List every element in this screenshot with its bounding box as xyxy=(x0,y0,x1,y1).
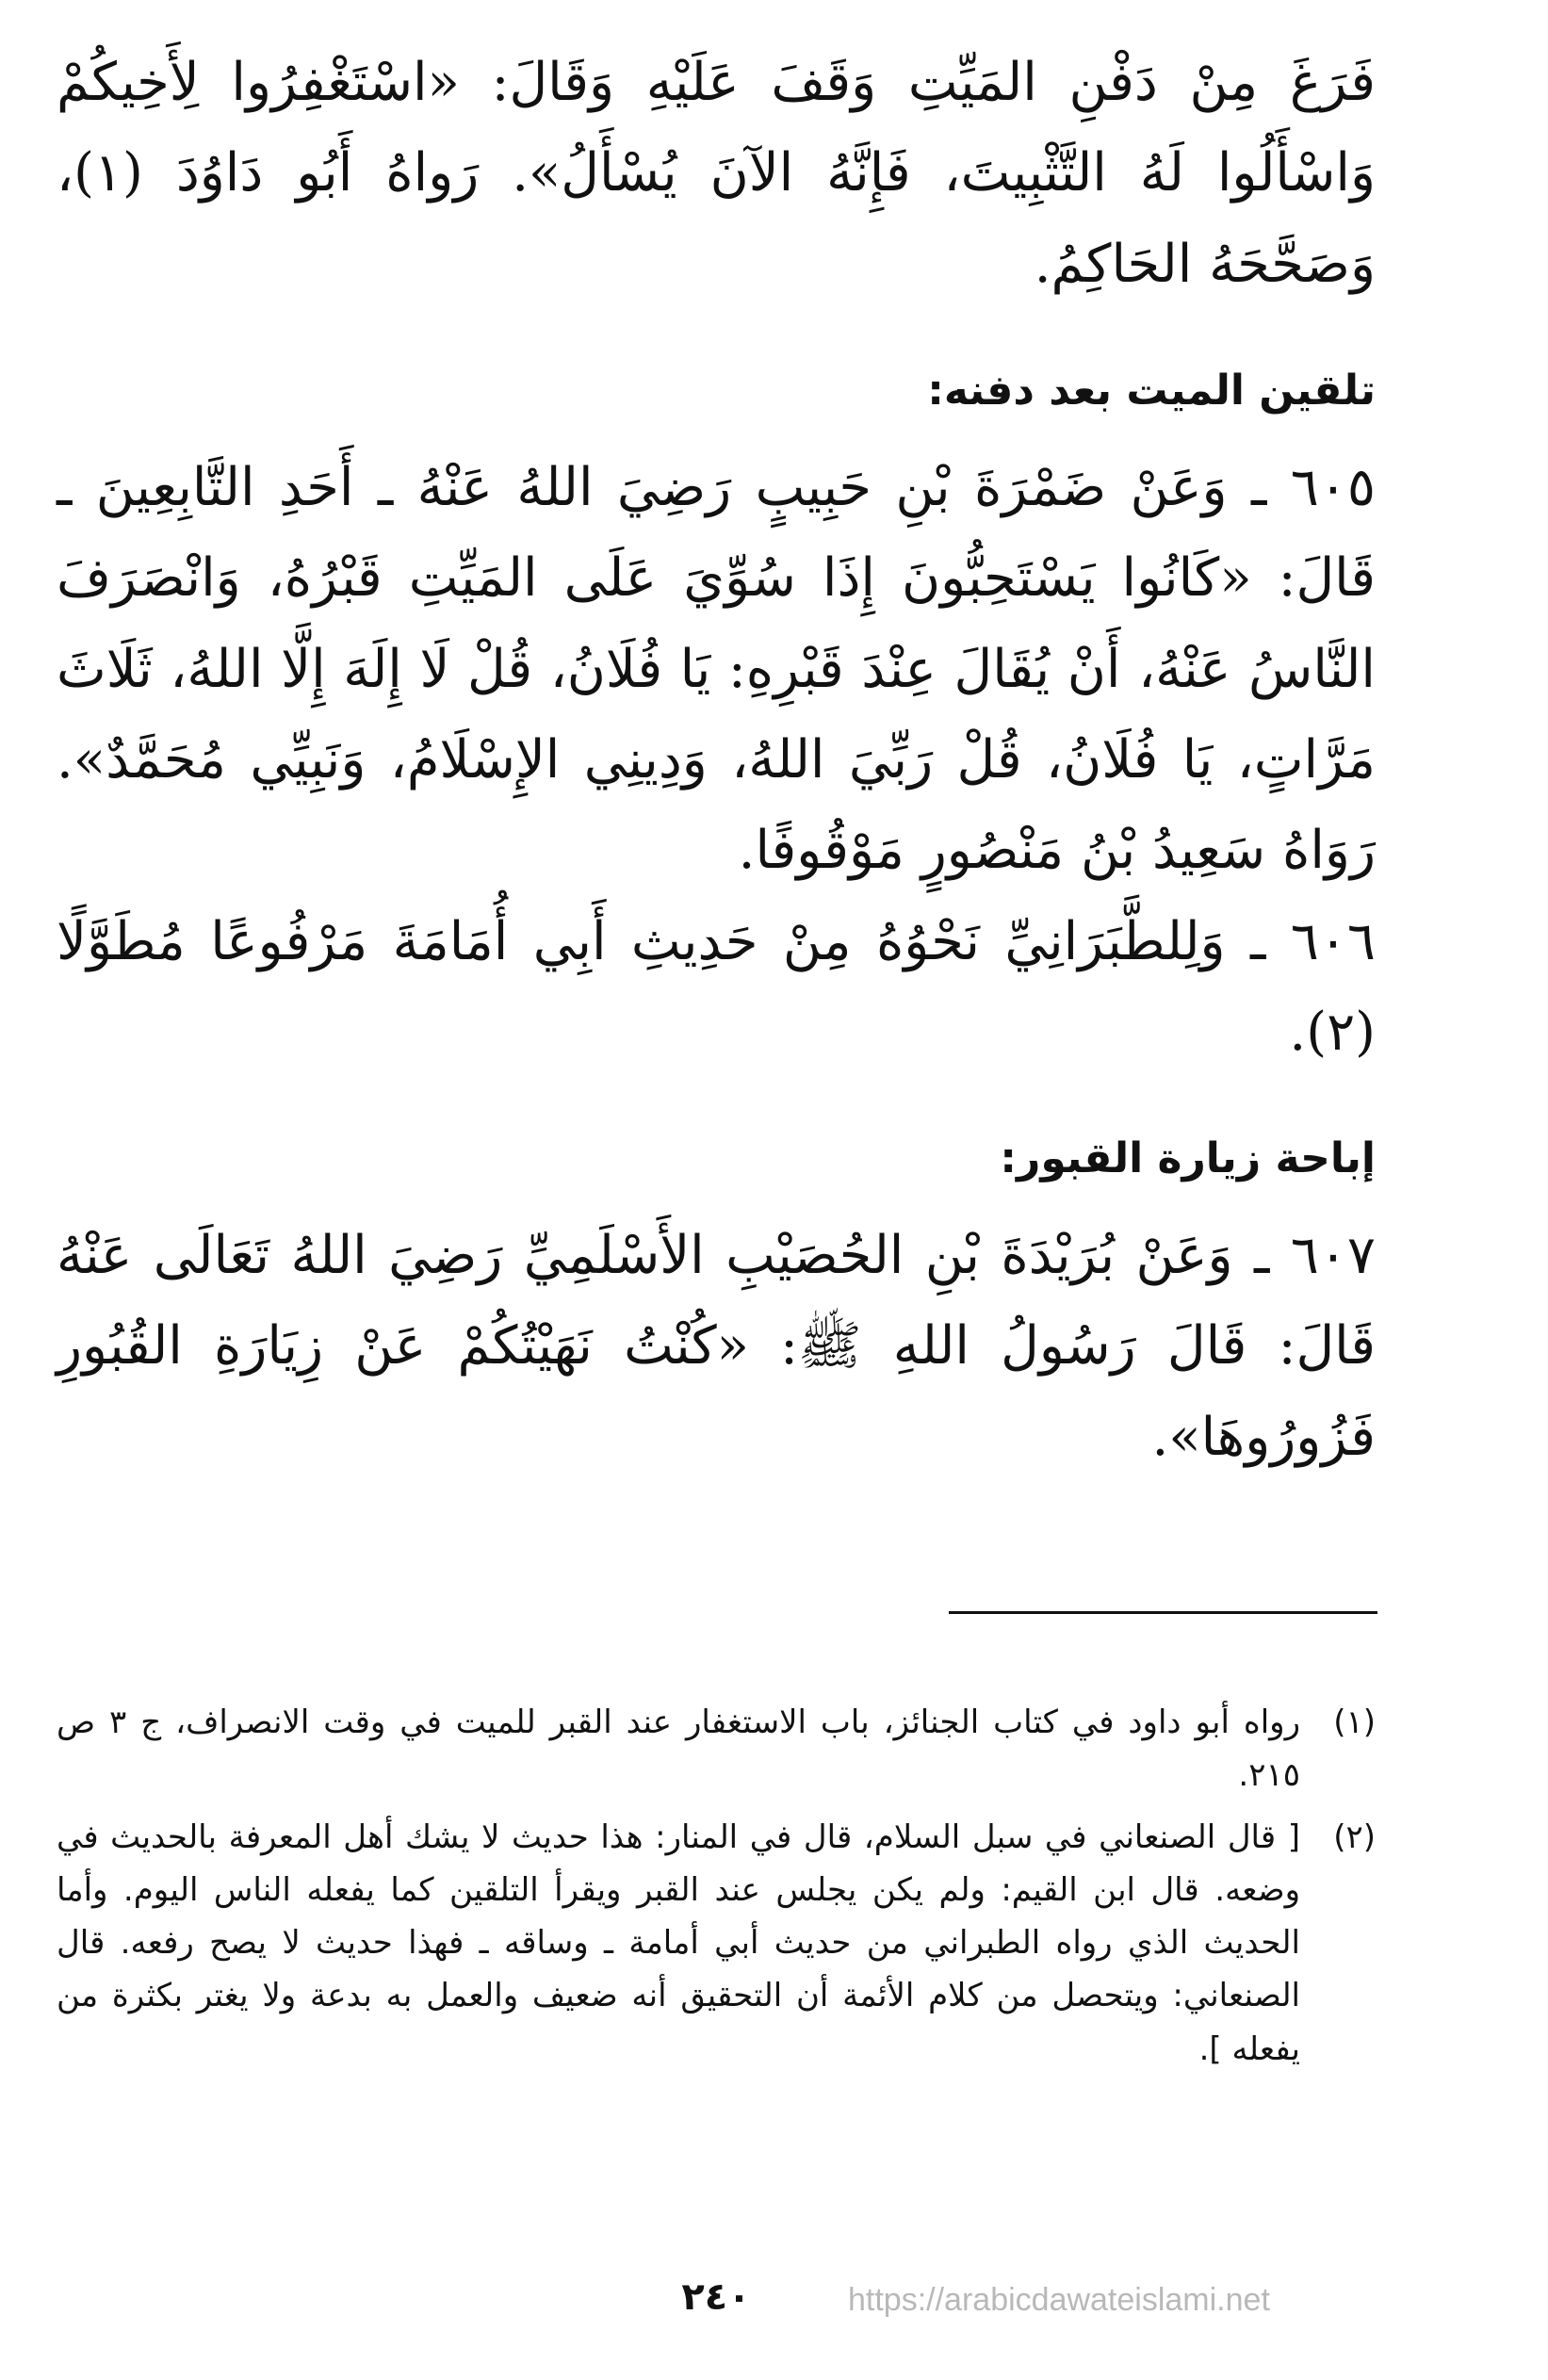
page-number: ٢٤٠ xyxy=(681,2275,751,2319)
paragraph-hadith-607: ٦٠٧ ـ وَعَنْ بُرَيْدَةَ بْنِ الحُصَيْبِ الأَسْلَمِيِّ رَضِيَ اللهُ تَعَالَى عَنْهُ قَالَ: قَالَ رَسُولُ اللهِ ﷺ: «كُنْتُ نَهَيْتُكُمْ عَنْ زِيَارَةِ القُبُورِ فَزُورُوهَا». xyxy=(57,1225,1376,1468)
paragraph-hadith-605: ٦٠٥ ـ وَعَنْ ضَمْرَةَ بْنِ حَبِيبٍ رَضِيَ اللهُ عَنْهُ ـ أَحَدِ التَّابِعِينَ ـ قَالَ: «كَانُوا يَسْتَحِبُّونَ إِذَا سُوِّيَ عَلَى المَيِّتِ قَبْرُهُ، وَانْصَرَفَ النَّاسُ عَنْهُ، أَنْ يُقَالَ عِنْدَ قَبْرِهِ: يَا فُلَانُ، قُلْ لَا إِلَهَ إِلَّا اللهُ، ثَلَاثَ مَرَّاتٍ، يَا فُلَانُ، قُلْ رَبِّيَ اللهُ، وَدِينِي الإِسْلَامُ، وَنَبِيِّي مُحَمَّدٌ». رَوَاهُ سَعِيدُ بْنُ مَنْصُورٍ مَوْقُوفًا. xyxy=(57,456,1376,882)
footnote-number: (١) xyxy=(1333,1703,1376,1741)
footnote-divider xyxy=(949,1611,1377,1614)
footnote-2 xyxy=(57,1811,1376,2075)
section-heading-talqin: تلقين الميت بعد دفنه: xyxy=(927,366,1376,415)
paragraph-hadith-606: ٦٠٦ ـ وَلِلطَّبَرَانِيِّ نَحْوُهُ مِنْ حَدِيثِ أَبِي أُمَامَةَ مَرْفُوعًا مُطَوَّلًا (٢). xyxy=(57,910,1376,1063)
watermark-url: https://arabicdawateislami.net xyxy=(848,2282,1270,2318)
paragraph-hadith-continuation: فَرَغَ مِنْ دَفْنِ المَيِّتِ وَقَفَ عَلَيْهِ وَقَالَ: «اسْتَغْفِرُوا لِأَخِيكُمْ وَاسْأَلُوا لَهُ التَّثْبِيتَ، فَإِنَّهُ الآنَ يُسْأَلُ». رَواهُ أَبُو دَاوُدَ (١)، وَصَحَّحَهُ الحَاكِمُ. xyxy=(57,52,1376,295)
footnote-1 xyxy=(57,1696,1376,1801)
main-text xyxy=(57,38,1376,1483)
footnote-text: [ قال الصنعاني في سبل السلام، قال في المنار: هذا حديث لا يشك أهل المعرفة بالحديث في وضعه. قال ابن القيم: ولم يكن يجلس عند القبر ويقرأ التلقين كما يفعله الناس اليوم. وأما الحديث الذي رواه الطبراني من حديث أبي أمامة ـ وساقه ـ فهذا حديث لا يصح رفعه. قال الصنعاني: ويتحصل من كلام الأئمة أن التحقيق أنه ضعيف والعمل به بدعة ولا يغتر بكثرة من يفعله ]. xyxy=(57,1818,1300,2068)
footnote-text: رواه أبو داود في كتاب الجنائز، باب الاستغفار عند القبر للميت في وقت الانصراف، ج ٣ ص ٢١٥. xyxy=(57,1703,1300,1795)
footnote-number: (٢) xyxy=(1333,1818,1376,1857)
footnotes xyxy=(57,1696,1376,2085)
section-heading-grave-visit: إباحة زيارة القبور: xyxy=(1000,1134,1376,1183)
